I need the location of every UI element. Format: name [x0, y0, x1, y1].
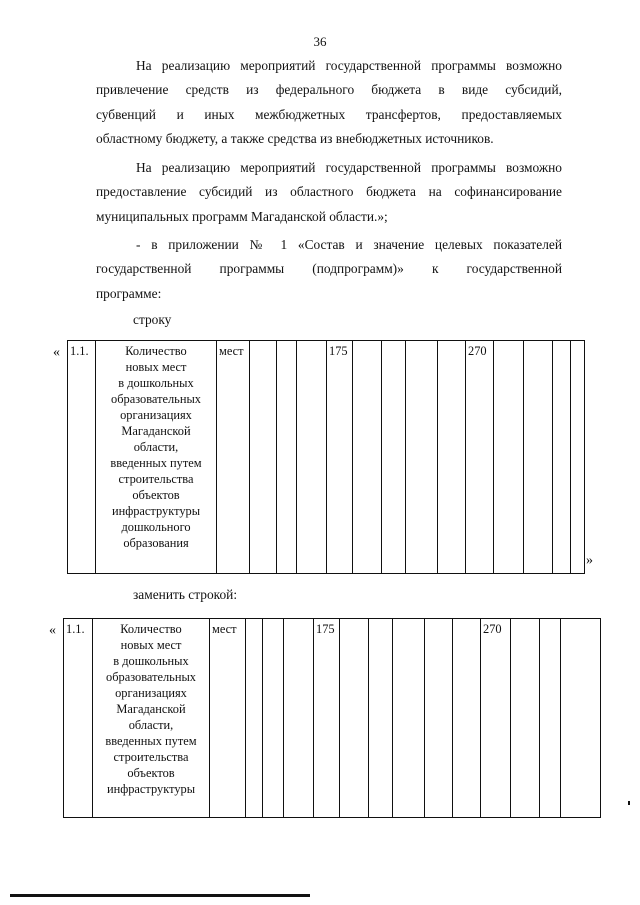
label-new-row: заменить строкой:	[133, 587, 238, 602]
old-desc-line: Магаданской	[121, 424, 191, 438]
new-row-cell	[511, 619, 540, 818]
open-quote-new: «	[49, 623, 56, 638]
new-desc-line: организациях	[115, 686, 187, 700]
old-row-number: 1.1.	[68, 341, 96, 574]
paragraph-2-line: На реализацию мероприятий государственной программы возможно	[136, 160, 562, 175]
old-row-cell	[353, 341, 382, 574]
new-desc-line: образовательных	[106, 670, 196, 684]
old-row-cell	[382, 341, 406, 574]
paragraph-1	[96, 54, 562, 151]
new-desc-line: строительства	[113, 750, 189, 764]
paragraph-2-line: муниципальных программ Магаданской области.»;	[96, 208, 388, 224]
new-row-cell	[263, 619, 284, 818]
old-row-cell	[571, 341, 585, 574]
new-desc-line: новых мест	[120, 638, 182, 652]
paragraph-1-line: На реализацию мероприятий государственной программы возможно	[136, 58, 562, 73]
old-row-value-a: 175	[327, 341, 353, 574]
old-desc-line: объектов	[132, 488, 180, 502]
old-desc-line: дошкольного	[121, 520, 191, 534]
new-desc-line: объектов	[127, 766, 175, 780]
new-row-cell	[340, 619, 369, 818]
old-row-description	[96, 341, 217, 574]
old-row-cell	[438, 341, 466, 574]
new-row-cell	[540, 619, 561, 818]
paragraph-3	[96, 233, 562, 306]
paragraph-2	[96, 156, 562, 229]
page-number: 36	[313, 34, 327, 49]
old-desc-line: строительства	[118, 472, 194, 486]
new-row-cell	[369, 619, 393, 818]
open-quote-old: «	[53, 345, 60, 360]
new-row-cell	[561, 619, 601, 818]
old-row-cell	[553, 341, 571, 574]
new-row-value-b: 270	[481, 619, 511, 818]
paragraph-3-line: государственной программы (подпрограмм)» к государственной	[96, 261, 562, 277]
new-row-unit: мест	[210, 619, 246, 818]
old-row-value-b: 270	[466, 341, 494, 574]
old-row-cell	[494, 341, 524, 574]
old-desc-line: образовательных	[111, 392, 201, 406]
new-desc-line: введенных путем	[105, 734, 197, 748]
old-row-cell	[524, 341, 553, 574]
new-row-value-a: 175	[314, 619, 340, 818]
new-row-cell	[425, 619, 453, 818]
old-desc-line: образования	[123, 536, 189, 550]
old-row-unit: мест	[217, 341, 250, 574]
new-row-table	[63, 618, 601, 818]
new-row-cell	[453, 619, 481, 818]
new-desc-line: Магаданской	[116, 702, 186, 716]
paragraph-2-line: предоставление субсидий из областного бюджета на софинансирование	[96, 184, 562, 200]
old-desc-line: введенных путем	[110, 456, 202, 470]
old-row-cell	[250, 341, 277, 574]
old-desc-line: инфраструктуры	[111, 504, 201, 518]
close-quote-old: »	[586, 553, 593, 568]
footer-rule	[10, 894, 310, 897]
new-row-cell	[393, 619, 425, 818]
old-desc-line: области,	[133, 440, 179, 454]
paragraph-1-line: областному бюджету, а также средства из внебюджетных источников.	[96, 130, 494, 146]
paragraph-1-line: привлечение средств из федерального бюджета в виде субсидий,	[96, 82, 562, 98]
paragraph-1-line: субвенций и иных межбюджетных трансфертов, предоставляемых	[96, 106, 562, 122]
old-row-cell	[277, 341, 297, 574]
old-desc-line: новых мест	[125, 360, 187, 374]
new-desc-line: инфраструктуры	[106, 782, 196, 796]
old-desc-line: организациях	[120, 408, 192, 422]
new-row-cell	[284, 619, 314, 818]
margin-mark	[628, 801, 630, 805]
old-row-cell	[297, 341, 327, 574]
new-row-description	[93, 619, 210, 818]
old-row-cell	[406, 341, 438, 574]
paragraph-3-line: - в приложении № 1 «Состав и значение целевых показателей	[136, 237, 562, 252]
old-desc-line: в дошкольных	[118, 376, 194, 390]
label-old-row: строку	[133, 312, 172, 327]
old-desc-line: Количество	[125, 344, 187, 358]
new-row-cell	[246, 619, 263, 818]
new-desc-line: области,	[128, 718, 174, 732]
new-desc-line: Количество	[120, 622, 182, 636]
old-row-table	[67, 340, 585, 574]
new-row-number: 1.1.	[64, 619, 93, 818]
new-desc-line: в дошкольных	[113, 654, 189, 668]
paragraph-3-line: программе:	[96, 285, 162, 301]
